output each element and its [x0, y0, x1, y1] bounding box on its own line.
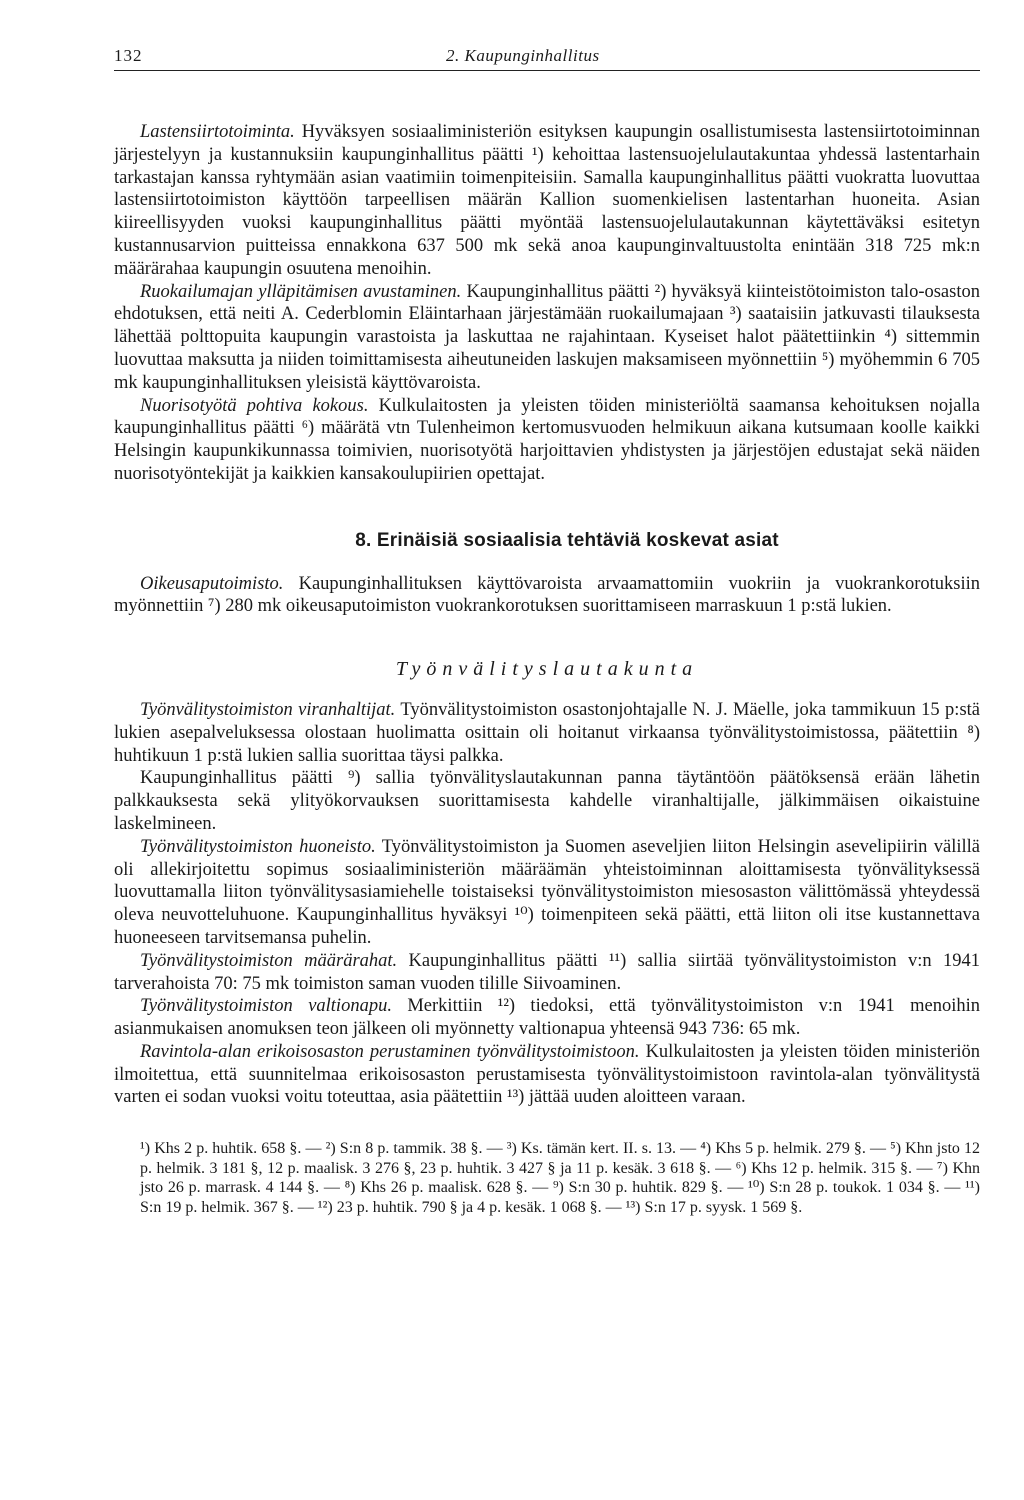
- paragraph-ruokailumaja: [114, 281, 980, 395]
- paragraph-heading: Työnvälitystoimiston valtionapu.: [140, 996, 392, 1017]
- paragraph-text: Kaupunginhallitus päätti ⁹) sallia työnvälityslautakunnan panna täytäntöön päätöksensä erään lähetin palkkauksesta sekä ylityökorvauksen suorittamisesta kahdelle viranhaltijalle, jälkimmäisen oikaistuine laskelmineen.: [114, 768, 980, 834]
- footnotes: [114, 1139, 980, 1217]
- document-body: [114, 121, 980, 1217]
- paragraph-heading: Työnvälitystoimiston määrärahat.: [140, 950, 398, 971]
- footnote-text: ¹) Khs 2 p. huhtik. 658 §. — ²) S:n 8 p. tammik. 38 §. — ³) Ks. tämän kert. II. s. 13. — ⁴) Khs 5 p. helmik. 279 §. — ⁵) Khn jsto 12 p. helmik. 3 181 §, 12 p. maalisk. 3 276 §, 23 p. huhtik. 3 427 § ja 11 p. kesäk. 3 618 §. — ⁶) Khs 12 p. helmik. 315 §. — ⁷) Khn jsto 26 p. marrask. 4 144 §. — ⁸) Khs 26 p. maalisk. 628 §. — ⁹) S:n 30 p. huhtik. 829 §. — ¹⁰) S:n 28 p. toukok. 1 034 §. — ¹¹) S:n 19 p. helmik. 367 §. — ¹²) 23 p. huhtik. 790 § ja 4 p. kesäk. 1 068 §. — ¹³) S:n 17 p. syysk. 1 569 §.: [140, 1140, 980, 1216]
- page-number: 132: [114, 46, 143, 65]
- paragraph-text: Työnvälitystoimiston osastonjohtajalle N. J. Mäelle, joka tammikuun 15 p:stä lukien asepalveluksessa olostaan huolimatta osittain oli hoitanut virkaansa työnvälitystoimistossa, päätettiin ⁸) huhtikuun 1 p:stä lukien sallia suorittaa täysi palkka.: [114, 699, 980, 766]
- paragraph-text: Kulkulaitosten ja yleisten töiden ministeriöltä saamansa kehoituksen nojalla kaupunginhallitus päätti ⁶) määrätä vtn Tulenheimon kertomusvuoden helmikuun aikana kutsumaan koolle kaikki Helsingin kaupunkikunnassa toimivien, nuorisotyötä harjoittavien yhdistysten ja järjestöjen edustajat sekä näiden nuorisotyöntekijät ja kaikkien kansakoulupiirien opettajat.: [114, 395, 980, 484]
- paragraph-heading: Työnvälitystoimiston huoneisto.: [140, 836, 376, 857]
- document-page: [114, 40, 980, 1217]
- paragraph-viranhaltijat: [114, 699, 980, 767]
- running-title: 2. Kaupunginhallitus: [446, 46, 600, 65]
- subsection-title: Työnvälityslautakunta: [395, 658, 699, 681]
- paragraph-lastensiirtotoiminta: [114, 121, 980, 281]
- paragraph-oikeusaputoimisto: [114, 573, 980, 619]
- paragraph-valtionapu: [114, 995, 980, 1041]
- paragraph-huoneisto: [114, 836, 980, 950]
- paragraph-text: Kulkulaitosten ja yleisten töiden ministeriön ilmoitettua, että suunnitelmaa erikoisosaston perustamisesta työnvälitystoimistoon ravintola-alan työnvälitystä varten ei sodan vuoksi voitu toteuttaa, asia päätettiin ¹³) jättää uuden aloitteen varaan.: [114, 1041, 980, 1108]
- paragraph-ravintola-ala: [114, 1041, 980, 1109]
- paragraph-text: Kaupunginhallitus päätti ²) hyväksyä kiinteistötoimiston talo-osaston ehdotuksen, että neiti A. Cederblomin Eläintarhaan järjestämään ruokailumajaan ³) saataisiin jatkuvasti tilauksesta lähettää polttopuita kaupungin varastoista ja laskuttaa ne rajahintaan. Kyseiset halot päätettiinkin ⁴) sittemmin luovuttaa maksutta ja niiden toimittamisesta aiheutuneiden laskujen maksamiseen myönnettiin ⁵) myöhemmin 6 705 mk kaupunginhallituksen yleisistä käyttövaroista.: [114, 281, 980, 393]
- paragraph-heading: Ravintola-alan erikoisosaston perustaminen työnvälitystoimistoon.: [140, 1041, 640, 1062]
- paragraph-heading: Työnvälitystoimiston viranhaltijat.: [140, 699, 396, 720]
- section-heading: 8. Erinäisiä sosiaalisia tehtäviä koskevat asiat: [355, 529, 779, 551]
- paragraph-heading: Nuorisotyötä pohtiva kokous.: [140, 395, 369, 416]
- paragraph-heading: Oikeusaputoimisto.: [140, 573, 284, 594]
- paragraph-palkkaus: [114, 767, 980, 835]
- paragraph-heading: Ruokailumajan ylläpitämisen avustaminen.: [140, 281, 462, 302]
- paragraph-text: Kaupunginhallituksen käyttövaroista arvaamattomiin vuokriin ja vuokrankorotuksiin myönnettiin ⁷) 280 mk oikeusaputoimiston vuokrankorotuksen suorittamiseen marraskuun 1 p:stä lukien.: [114, 573, 980, 617]
- paragraph-heading: Lastensiirtotoiminta.: [140, 122, 295, 142]
- paragraph-text: Kaupunginhallitus päätti ¹¹) sallia siirtää työnvälitystoimiston v:n 1941 tarverahoista 70: 75 mk toimiston saman vuoden tilille Siivoaminen.: [114, 950, 981, 994]
- paragraph-maararahat: [114, 950, 980, 996]
- paragraph-text: Merkittiin ¹²) tiedoksi, että työnvälitystoimiston v:n 1941 menoihin asianmukaisen anomuksen teon jälkeen oli myönnetty valtionapua yhteensä 943 736: 65 mk.: [114, 996, 980, 1040]
- running-header: [114, 40, 980, 71]
- paragraph-text: Työnvälitystoimiston ja Suomen aseveljien liiton Helsingin asevelipiirin välillä oli allekirjoitettu sopimus sosiaaliministeriön määräämän yhteistoiminnan aloittamisesta työnvälityksessä luovuttamalla liiton työnvälitysasiamiehelle toistaiseksi työnvälitystoimiston miesosaston välittömässä yhteydessä oleva neuvotteluhuone. Kaupunginhallitus hyväksyi ¹⁰) toimenpiteen sekä päätti, että liiton oli itse kustannettava huoneeseen tarvitsemansa puhelin.: [114, 836, 980, 948]
- paragraph-text: Hyväksyen sosiaaliministeriön esityksen kaupungin osallistumisesta lastensiirtotoiminnan järjestelyyn ja kustannuksiin kaupunginhallitus päätti ¹) kehoittaa lastensuojelulautakuntaa yhdessä lastentarhain tarkastajan kanssa ryhtymään asian vaatimiin toimenpiteisiin. Samalla kaupunginhallitus päätti vuokratta luovuttaa lastensiirtotoimiston käyttöön tarpeellisen määrän Kallion suomenkielisen lastentarhan huoneita. Asian kiireellisyyden vuoksi kaupunginhallitus päätti myöntää lastensuojelulautakunnan käytettäväksi esitetyn kustannusarvion puitteissa ennakkona 637 500 mk sekä anoa kaupunginvaltuustolta enintään 318 725 mk:n määrärahaa kaupungin osuutena menoihin.: [114, 122, 980, 279]
- paragraph-nuorisotyo: [114, 395, 980, 486]
